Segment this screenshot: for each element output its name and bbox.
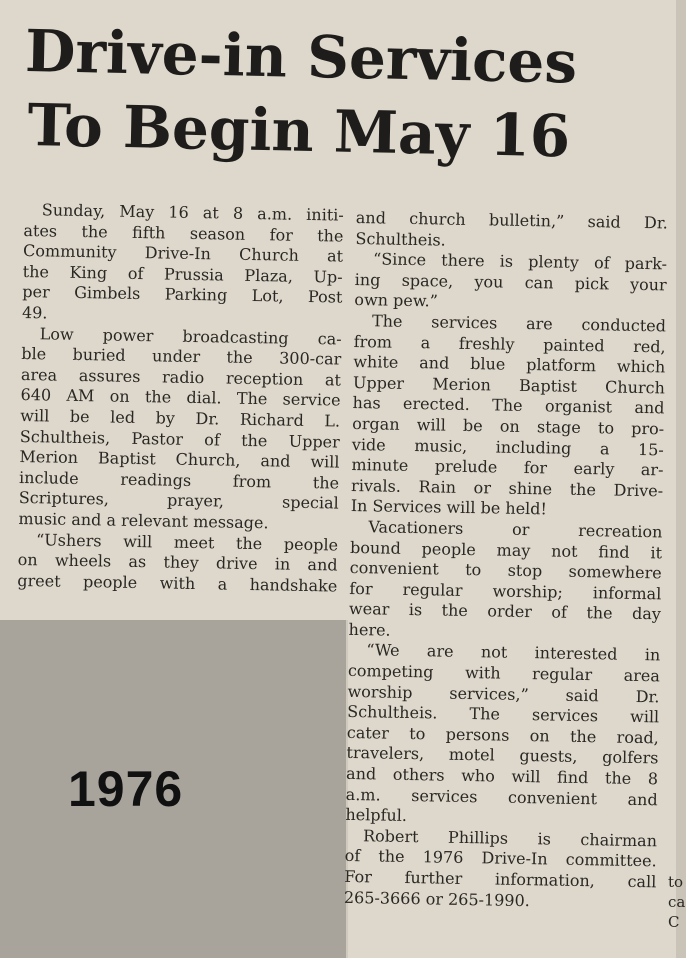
text-line: on wheels as they drive in and bbox=[17, 550, 338, 575]
fragment-line: ca bbox=[668, 893, 686, 911]
text-line: include readings from the bbox=[18, 467, 340, 493]
text-line: helpful. bbox=[345, 805, 408, 826]
text-line: ates the fifth season for the bbox=[23, 220, 344, 246]
text-line: Sunday, May 16 at 8 a.m. initi- bbox=[41, 200, 344, 225]
text-line: has erected. The organist and bbox=[352, 393, 665, 418]
clipping-edge bbox=[676, 0, 686, 958]
text-line: wear is the order of the day bbox=[348, 599, 662, 624]
text-line: vide music, including a 15- bbox=[351, 434, 664, 459]
text-line: white and blue platform which bbox=[353, 352, 666, 377]
text-line: cater to persons on the road, bbox=[346, 722, 659, 748]
article-column-right bbox=[344, 208, 668, 914]
text-line: ing space, you can pick your bbox=[354, 269, 667, 295]
text-line: minute prelude for early ar- bbox=[351, 455, 664, 480]
adjacent-article-fragment bbox=[668, 872, 685, 932]
text-line: greet people with a handshake bbox=[17, 570, 338, 596]
text-line: the King of Prussia Plaza, Up- bbox=[22, 261, 343, 287]
text-line: “We are not interested in bbox=[366, 640, 661, 665]
text-line: ble buried under the 300-car bbox=[21, 344, 342, 369]
text-line: a.m. services convenient and bbox=[345, 784, 658, 809]
headline-line-1: Drive-in Services bbox=[24, 16, 578, 97]
text-line: Schultheis, Pastor of the Upper bbox=[19, 426, 340, 452]
text-line: Vacationers or recreation bbox=[368, 517, 663, 542]
text-line: rivals. Rain or shine the Drive- bbox=[350, 475, 664, 501]
year-label: 1976 bbox=[68, 761, 184, 817]
text-line: bound people may not find it bbox=[349, 537, 663, 562]
text-line: and church bulletin,” said Dr. bbox=[355, 208, 668, 233]
text-line: competing with regular area bbox=[347, 660, 661, 686]
text-line: Merion Baptist Church, and will bbox=[19, 447, 340, 472]
text-line: music and a relevant message. bbox=[18, 508, 269, 533]
text-line: of the 1976 Drive-In committee. bbox=[344, 846, 657, 871]
text-line: Community Drive-In Church at bbox=[22, 241, 344, 266]
text-line: 265-3666 or 265-1990. bbox=[343, 887, 530, 910]
text-line: area assures radio reception at bbox=[20, 364, 342, 390]
text-line: “Since there is plenty of park- bbox=[372, 249, 668, 274]
text-line: Scriptures, prayer, special bbox=[18, 488, 339, 513]
headline bbox=[23, 14, 666, 175]
text-line: convenient to stop somewhere bbox=[349, 558, 662, 583]
text-line: Upper Merion Baptist Church bbox=[352, 372, 666, 398]
text-line: Schultheis. bbox=[355, 228, 446, 250]
text-line: and others who will find the 8 bbox=[345, 763, 659, 789]
text-line: Schultheis. The services will bbox=[347, 702, 660, 727]
text-line: own pew.” bbox=[354, 290, 439, 311]
text-line: travelers, motel guests, golfers bbox=[346, 743, 659, 768]
text-line: Robert Phillips is chairman bbox=[362, 826, 658, 851]
fragment-line: to bbox=[668, 873, 684, 891]
text-line: worship services,” said Dr. bbox=[347, 681, 660, 707]
text-line: 640 AM on the dial. The service bbox=[20, 385, 341, 410]
text-line: Low power broadcasting ca- bbox=[39, 323, 342, 349]
text-line: per Gimbels Parking Lot, Post bbox=[22, 282, 343, 307]
headline-line-2: To Begin May 16 bbox=[26, 91, 571, 171]
article-column-left bbox=[17, 200, 344, 597]
text-line: For further information, call bbox=[344, 866, 657, 892]
text-line: “Ushers will meet the people bbox=[35, 529, 339, 555]
text-line: here. bbox=[348, 619, 391, 640]
text-line: for regular worship; informal bbox=[349, 578, 662, 604]
text-line: will be led by Dr. Richard L. bbox=[20, 405, 341, 431]
text-line: organ will be on stage to pro- bbox=[352, 413, 665, 439]
text-line: In Services will be held! bbox=[350, 496, 548, 519]
text-line: from a freshly painted red, bbox=[353, 331, 666, 356]
fragment-line: C bbox=[668, 913, 680, 931]
text-line: The services are conducted bbox=[371, 311, 667, 336]
text-line: 49. bbox=[21, 302, 48, 323]
